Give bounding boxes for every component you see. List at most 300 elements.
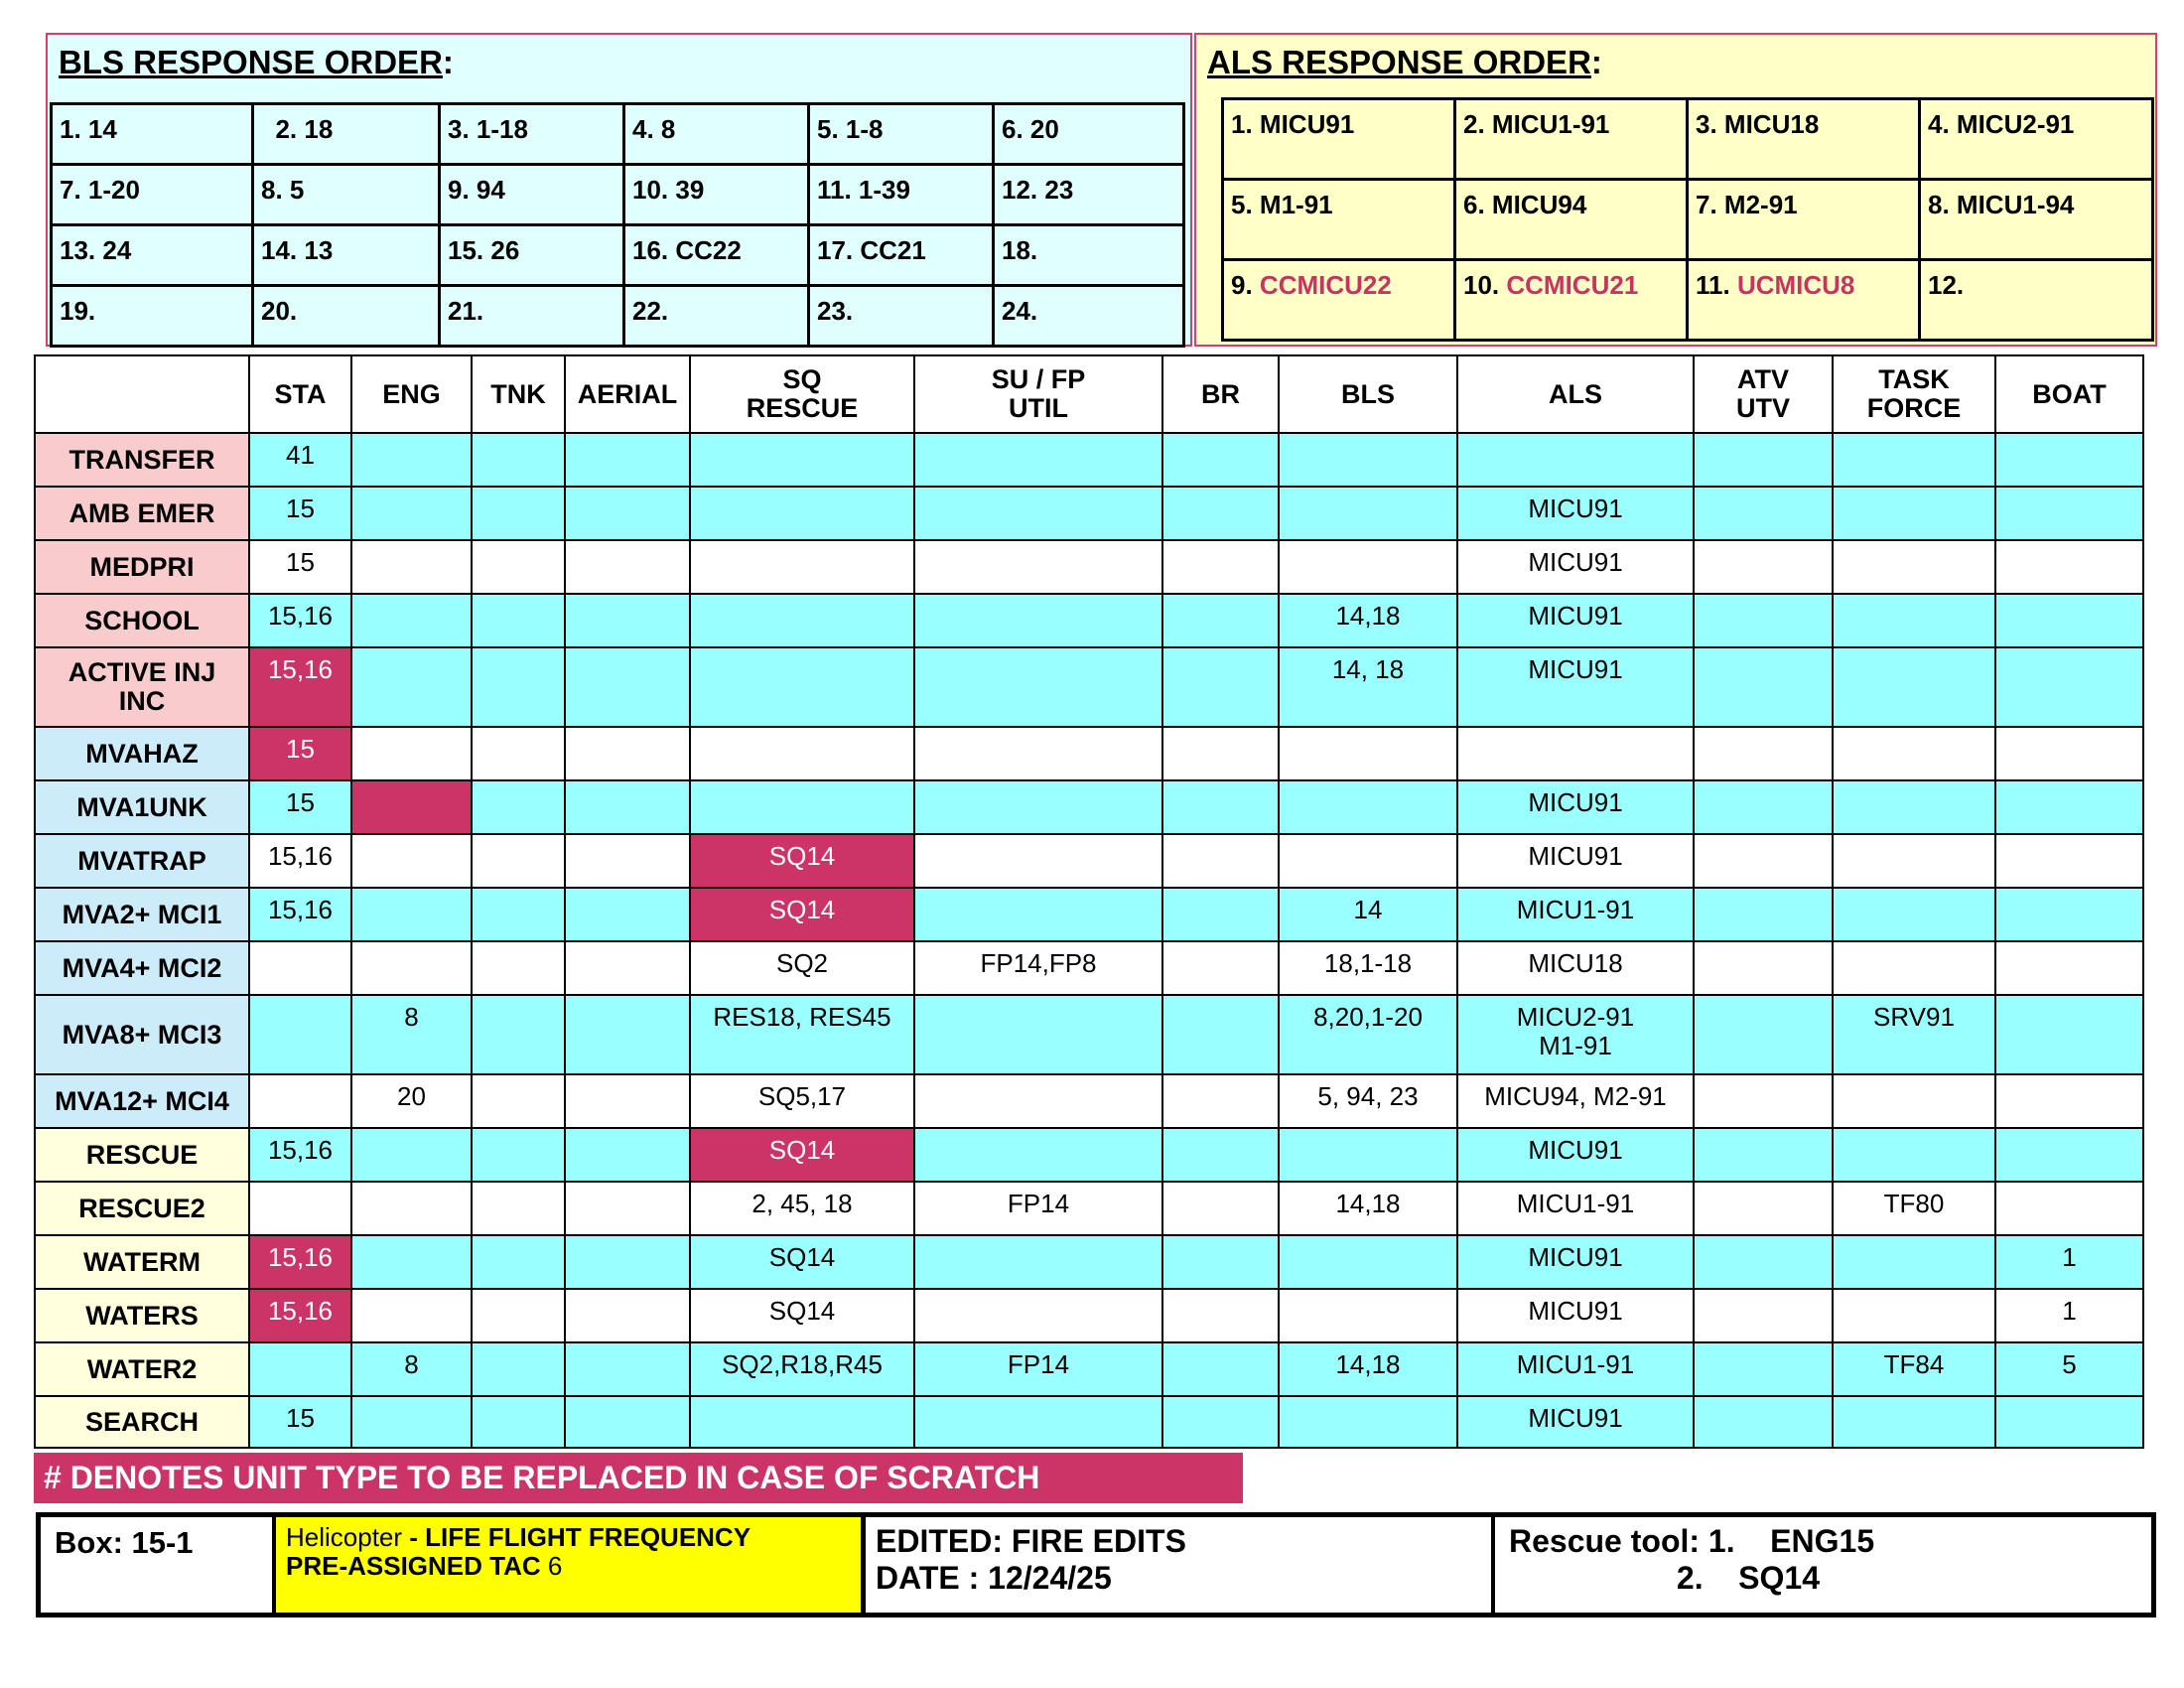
grid-cell <box>249 1074 351 1128</box>
grid-cell <box>1694 1074 1833 1128</box>
grid-cell <box>1694 1342 1833 1396</box>
bls-order-cell: 10. 39 <box>624 165 809 225</box>
grid-cell: TF84 <box>1833 1342 1995 1396</box>
als-order-number: 10. <box>1463 270 1507 300</box>
grid-cell <box>565 1074 690 1128</box>
grid-cell: SQ14 <box>690 1128 914 1182</box>
text-line: UTV <box>1736 393 1790 423</box>
column-header-tnk: TNK <box>472 355 565 433</box>
row-label: MVAHAZ <box>35 727 249 780</box>
grid-cell <box>351 647 472 727</box>
grid-cell <box>472 1342 565 1396</box>
row-mva4-mci2 <box>35 941 2143 995</box>
row-waters <box>35 1289 2143 1342</box>
header-corner <box>35 355 249 433</box>
grid-cell <box>472 594 565 647</box>
grid-cell <box>351 540 472 594</box>
grid-cell: 15,16 <box>249 594 351 647</box>
grid-cell: SQ14 <box>690 888 914 941</box>
grid-cell <box>690 433 914 487</box>
grid-cell <box>690 1396 914 1448</box>
grid-cell <box>1995 433 2143 487</box>
grid-cell: 14, 18 <box>1279 647 1457 727</box>
grid-cell <box>1995 540 2143 594</box>
grid-cell <box>914 540 1162 594</box>
als-order-unit: MICU91 <box>1259 109 1355 139</box>
grid-cell <box>1995 647 2143 727</box>
grid-cell: 2, 45, 18 <box>690 1182 914 1235</box>
grid-cell <box>565 1289 690 1342</box>
row-label: MVA8+ MCI3 <box>35 995 249 1074</box>
grid-cell <box>914 433 1162 487</box>
grid-cell <box>1833 1289 1995 1342</box>
grid-cell <box>1279 1396 1457 1448</box>
grid-cell <box>1694 941 1833 995</box>
grid-cell <box>1995 1074 2143 1128</box>
bls-order-table <box>50 102 1185 348</box>
grid-cell <box>1833 594 1995 647</box>
text-line: SQ <box>782 364 822 394</box>
bls-order-cell: 6. 20 <box>994 104 1184 165</box>
grid-cell <box>1694 727 1833 780</box>
grid-cell <box>565 540 690 594</box>
grid-cell <box>1995 888 2143 941</box>
grid-cell <box>472 1396 565 1448</box>
column-header-sta: STA <box>249 355 351 433</box>
als-order-number: 12. <box>1928 270 1965 300</box>
grid-cell: 8,20,1-20 <box>1279 995 1457 1074</box>
grid-cell: 20 <box>351 1074 472 1128</box>
grid-cell <box>565 1342 690 1396</box>
grid-cell <box>1279 727 1457 780</box>
grid-cell <box>1162 1342 1279 1396</box>
grid-cell: 5 <box>1995 1342 2143 1396</box>
grid-cell <box>1833 941 1995 995</box>
grid-cell <box>1833 727 1995 780</box>
header-row <box>35 355 2143 433</box>
row-rescue <box>35 1128 2143 1182</box>
grid-cell: 14,18 <box>1279 594 1457 647</box>
als-order-number: 4. <box>1928 109 1957 139</box>
edit-date: DATE : 12/24/25 <box>876 1560 1112 1596</box>
bls-order-cell: 13. 24 <box>52 225 253 286</box>
grid-cell <box>914 647 1162 727</box>
text-line: INC <box>118 686 166 716</box>
grid-cell <box>914 1074 1162 1128</box>
grid-cell <box>472 1074 565 1128</box>
grid-cell <box>472 1128 565 1182</box>
row-label: SEARCH <box>35 1396 249 1448</box>
row-label <box>35 647 249 727</box>
row-label: MVA2+ MCI1 <box>35 888 249 941</box>
column-header-br: BR <box>1162 355 1279 433</box>
grid-cell <box>1833 1074 1995 1128</box>
grid-cell <box>690 487 914 540</box>
grid-cell: SQ2,R18,R45 <box>690 1342 914 1396</box>
rescue-tool-1: Rescue tool: 1. ENG15 <box>1509 1523 1875 1559</box>
row-mva1unk <box>35 780 2143 834</box>
grid-cell <box>914 995 1162 1074</box>
grid-cell <box>565 941 690 995</box>
row-mva8-mci3 <box>35 995 2143 1074</box>
grid-cell <box>565 995 690 1074</box>
grid-cell <box>565 433 690 487</box>
grid-cell <box>1833 780 1995 834</box>
grid-cell <box>1694 433 1833 487</box>
grid-cell: SQ2 <box>690 941 914 995</box>
grid-cell <box>565 487 690 540</box>
row-label: WATERM <box>35 1235 249 1289</box>
row-label: MVA4+ MCI2 <box>35 941 249 995</box>
als-order-unit: MICU1-94 <box>1956 190 2075 219</box>
grid-cell <box>914 1235 1162 1289</box>
grid-cell <box>1457 727 1694 780</box>
grid-cell <box>690 647 914 727</box>
grid-cell: MICU91 <box>1457 594 1694 647</box>
als-order-cell <box>1455 99 1688 180</box>
grid-cell <box>472 888 565 941</box>
als-order-unit: MICU18 <box>1723 109 1820 139</box>
grid-cell <box>914 1396 1162 1448</box>
als-order-cell <box>1920 99 2153 180</box>
text-line: FORCE <box>1866 393 1962 423</box>
grid-cell: 15 <box>249 540 351 594</box>
als-order-unit: MICU94 <box>1491 190 1587 219</box>
grid-cell <box>472 433 565 487</box>
row-active-inj-inc <box>35 647 2143 727</box>
bls-order-cell: 11. 1-39 <box>809 165 994 225</box>
grid-cell: 15,16 <box>249 1289 351 1342</box>
column-header-task-force <box>1833 355 1995 433</box>
grid-cell <box>351 1289 472 1342</box>
bls-order-row <box>52 104 1184 165</box>
als-order-table <box>1221 97 2154 342</box>
grid-cell <box>1162 941 1279 995</box>
grid-cell <box>1995 727 2143 780</box>
grid-cell <box>1995 1182 2143 1235</box>
als-order-unit: UCMICU8 <box>1736 270 1855 300</box>
grid-cell <box>1279 487 1457 540</box>
row-label: RESCUE2 <box>35 1182 249 1235</box>
grid-cell: 15 <box>249 487 351 540</box>
bls-order-cell: 1. 14 <box>52 104 253 165</box>
grid-cell: MICU91 <box>1457 834 1694 888</box>
grid-cell <box>1162 1128 1279 1182</box>
row-label: WATERS <box>35 1289 249 1342</box>
row-rescue2 <box>35 1182 2143 1235</box>
grid-cell <box>472 995 565 1074</box>
bls-order-cell: 3. 1-18 <box>440 104 624 165</box>
grid-cell <box>1162 540 1279 594</box>
als-order-cell <box>1455 260 1688 341</box>
row-school <box>35 594 2143 647</box>
grid-cell <box>1279 433 1457 487</box>
als-order-unit: CCMICU21 <box>1506 270 1639 300</box>
grid-cell <box>249 995 351 1074</box>
grid-cell: MICU91 <box>1457 1396 1694 1448</box>
grid-cell <box>1833 834 1995 888</box>
grid-cell <box>1833 433 1995 487</box>
grid-cell <box>1162 888 1279 941</box>
grid-cell: 15 <box>249 780 351 834</box>
als-order-number: 5. <box>1231 190 1260 219</box>
grid-cell <box>914 834 1162 888</box>
grid-cell <box>351 727 472 780</box>
grid-cell <box>1995 1396 2143 1448</box>
grid-cell: SQ14 <box>690 1289 914 1342</box>
als-order-number: 3. <box>1696 109 1724 139</box>
row-label: WATER2 <box>35 1342 249 1396</box>
grid-cell <box>1694 1182 1833 1235</box>
grid-cell <box>351 594 472 647</box>
grid-cell <box>472 540 565 594</box>
grid-cell <box>472 727 565 780</box>
bls-order-row <box>52 286 1184 347</box>
grid-cell <box>1279 780 1457 834</box>
grid-cell: MICU1-91 <box>1457 1182 1694 1235</box>
grid-cell <box>351 941 472 995</box>
bls-order-cell: 5. 1-8 <box>809 104 994 165</box>
edited-by: EDITED: FIRE EDITS <box>876 1523 1186 1559</box>
grid-cell <box>1279 834 1457 888</box>
text-line: RESCUE <box>746 393 859 423</box>
grid-cell <box>1833 487 1995 540</box>
text-line: SU / FP <box>991 364 1086 394</box>
row-mvatrap <box>35 834 2143 888</box>
grid-cell <box>565 1182 690 1235</box>
grid-cell <box>1162 487 1279 540</box>
grid-cell: 1 <box>1995 1289 2143 1342</box>
grid-cell <box>1694 647 1833 727</box>
grid-cell <box>690 780 914 834</box>
text-line: TASK <box>1878 364 1950 394</box>
grid-cell <box>1995 780 2143 834</box>
grid-cell <box>1833 540 1995 594</box>
grid-cell <box>1162 1396 1279 1448</box>
footer-bar <box>36 1512 2156 1618</box>
grid-cell <box>690 727 914 780</box>
grid-cell: 15 <box>249 727 351 780</box>
grid-cell <box>565 780 690 834</box>
bls-order-row <box>52 225 1184 286</box>
grid-cell <box>1694 888 1833 941</box>
grid-cell <box>351 433 472 487</box>
bls-order-cell: 12. 23 <box>994 165 1184 225</box>
grid-cell <box>1694 1128 1833 1182</box>
row-label: MVATRAP <box>35 834 249 888</box>
grid-cell <box>351 1396 472 1448</box>
als-order-row <box>1223 180 2153 260</box>
bls-order-cell: 9. 94 <box>440 165 624 225</box>
grid-cell <box>914 780 1162 834</box>
bls-order-cell: 2. 18 <box>253 104 440 165</box>
grid-cell <box>914 594 1162 647</box>
grid-cell: 41 <box>249 433 351 487</box>
grid-cell: MICU91 <box>1457 1128 1694 1182</box>
grid-cell <box>249 1342 351 1396</box>
grid-cell <box>1279 1128 1457 1182</box>
grid-cell: 14,18 <box>1279 1342 1457 1396</box>
als-order-number: 7. <box>1696 190 1724 219</box>
als-order-unit: M1-91 <box>1259 190 1333 219</box>
grid-cell <box>351 888 472 941</box>
grid-cell: RES18, RES45 <box>690 995 914 1074</box>
grid-cell <box>565 647 690 727</box>
grid-cell <box>1995 594 2143 647</box>
grid-cell <box>1162 727 1279 780</box>
als-order-unit: MICU2-91 <box>1956 109 2075 139</box>
grid-cell <box>565 727 690 780</box>
row-medpri <box>35 540 2143 594</box>
als-order-unit: CCMICU22 <box>1259 270 1392 300</box>
grid-cell <box>351 834 472 888</box>
grid-cell <box>565 888 690 941</box>
grid-cell <box>1833 647 1995 727</box>
grid-cell <box>1694 594 1833 647</box>
grid-cell: FP14,FP8 <box>914 941 1162 995</box>
grid-cell <box>1162 433 1279 487</box>
text-line: UTIL <box>1009 393 1068 423</box>
row-waterm <box>35 1235 2143 1289</box>
grid-cell: SQ14 <box>690 834 914 888</box>
grid-cell <box>351 1235 472 1289</box>
grid-cell <box>472 1182 565 1235</box>
grid-cell <box>1833 1396 1995 1448</box>
grid-cell <box>472 834 565 888</box>
text-line: MICU2-91 <box>1516 1002 1635 1032</box>
column-header-sq-rescue <box>690 355 914 433</box>
bls-order-cell: 22. <box>624 286 809 347</box>
grid-cell <box>1162 1235 1279 1289</box>
grid-cell: SRV91 <box>1833 995 1995 1074</box>
row-mvahaz <box>35 727 2143 780</box>
als-title: ALS RESPONSE ORDER: <box>1207 44 1602 80</box>
als-order-number: 1. <box>1231 109 1260 139</box>
grid-cell: MICU91 <box>1457 487 1694 540</box>
als-order-number: 2. <box>1463 109 1492 139</box>
grid-cell <box>1162 995 1279 1074</box>
row-amb-emer <box>35 487 2143 540</box>
grid-cell <box>565 594 690 647</box>
column-header-bls: BLS <box>1279 355 1457 433</box>
grid-cell <box>1457 995 1694 1074</box>
row-water2 <box>35 1342 2143 1396</box>
grid-cell <box>914 487 1162 540</box>
grid-cell: MICU18 <box>1457 941 1694 995</box>
helicopter-info: Helicopter - LIFE FLIGHT FREQUENCY PRE-ASSIGNED TAC 6 <box>276 1517 866 1613</box>
bls-order-row <box>52 165 1184 225</box>
grid-cell: MICU1-91 <box>1457 1342 1694 1396</box>
grid-cell <box>690 540 914 594</box>
grid-cell <box>1833 888 1995 941</box>
als-order-number: 6. <box>1463 190 1492 219</box>
als-order-cell <box>1223 260 1455 341</box>
bls-order-cell: 16. CC22 <box>624 225 809 286</box>
grid-cell: MICU91 <box>1457 540 1694 594</box>
grid-cell <box>1162 834 1279 888</box>
bls-order-cell: 24. <box>994 286 1184 347</box>
bls-order-cell: 14. 13 <box>253 225 440 286</box>
bls-order-cell: 19. <box>52 286 253 347</box>
grid-cell <box>565 834 690 888</box>
als-response-order-panel <box>1194 33 2157 347</box>
als-order-unit: M2-91 <box>1723 190 1798 219</box>
grid-cell <box>1694 1235 1833 1289</box>
column-header-su-fp-util <box>914 355 1162 433</box>
scratch-notice-banner: # DENOTES UNIT TYPE TO BE REPLACED IN CASE OF SCRATCH <box>34 1453 1243 1503</box>
column-header-als: ALS <box>1457 355 1694 433</box>
bls-order-cell: 17. CC21 <box>809 225 994 286</box>
response-matrix <box>34 354 2144 1449</box>
grid-cell <box>1694 780 1833 834</box>
bls-order-cell: 7. 1-20 <box>52 165 253 225</box>
box-number: Box: 15-1 <box>41 1517 276 1613</box>
grid-cell <box>565 1128 690 1182</box>
grid-cell <box>1833 1235 1995 1289</box>
rescue-tool-2: 2. SQ14 <box>1509 1560 1820 1596</box>
grid-cell: 15,16 <box>249 647 351 727</box>
grid-cell <box>1833 1128 1995 1182</box>
als-order-cell <box>1688 99 1920 180</box>
grid-cell: FP14 <box>914 1342 1162 1396</box>
grid-cell <box>1279 1289 1457 1342</box>
row-search <box>35 1396 2143 1448</box>
grid-cell <box>472 647 565 727</box>
row-mva12-mci4 <box>35 1074 2143 1128</box>
bls-order-cell: 23. <box>809 286 994 347</box>
column-header-aerial: AERIAL <box>565 355 690 433</box>
grid-cell <box>351 780 472 834</box>
als-order-row <box>1223 99 2153 180</box>
als-order-number: 11. <box>1696 270 1737 300</box>
grid-cell: 18,1-18 <box>1279 941 1457 995</box>
grid-cell: MICU91 <box>1457 780 1694 834</box>
grid-cell <box>1279 1235 1457 1289</box>
grid-cell: FP14 <box>914 1182 1162 1235</box>
grid-cell <box>351 1182 472 1235</box>
als-order-cell <box>1223 99 1455 180</box>
als-order-number: 8. <box>1928 190 1957 219</box>
grid-cell: 8 <box>351 995 472 1074</box>
als-order-cell <box>1223 180 1455 260</box>
grid-cell <box>1694 540 1833 594</box>
als-order-cell <box>1688 260 1920 341</box>
bls-order-cell: 15. 26 <box>440 225 624 286</box>
bls-order-cell: 8. 5 <box>253 165 440 225</box>
grid-cell <box>1162 1074 1279 1128</box>
grid-cell <box>914 727 1162 780</box>
grid-cell: MICU91 <box>1457 1235 1694 1289</box>
grid-cell: SQ5,17 <box>690 1074 914 1128</box>
column-header-eng: ENG <box>351 355 472 433</box>
grid-cell <box>472 487 565 540</box>
text-line: ATV <box>1737 364 1789 394</box>
als-order-unit: MICU1-91 <box>1491 109 1610 139</box>
grid-cell <box>1162 1289 1279 1342</box>
bls-order-cell: 20. <box>253 286 440 347</box>
grid-cell <box>565 1396 690 1448</box>
grid-cell: 15,16 <box>249 1235 351 1289</box>
grid-cell: 5, 94, 23 <box>1279 1074 1457 1128</box>
edit-info <box>866 1517 1495 1613</box>
text-line: ACTIVE INJ <box>68 657 216 687</box>
grid-cell <box>1995 995 2143 1074</box>
grid-cell <box>1162 780 1279 834</box>
grid-cell: 15,16 <box>249 834 351 888</box>
grid-cell: TF80 <box>1833 1182 1995 1235</box>
rescue-tool-info <box>1495 1517 2151 1613</box>
bls-response-order-panel <box>46 33 1192 347</box>
